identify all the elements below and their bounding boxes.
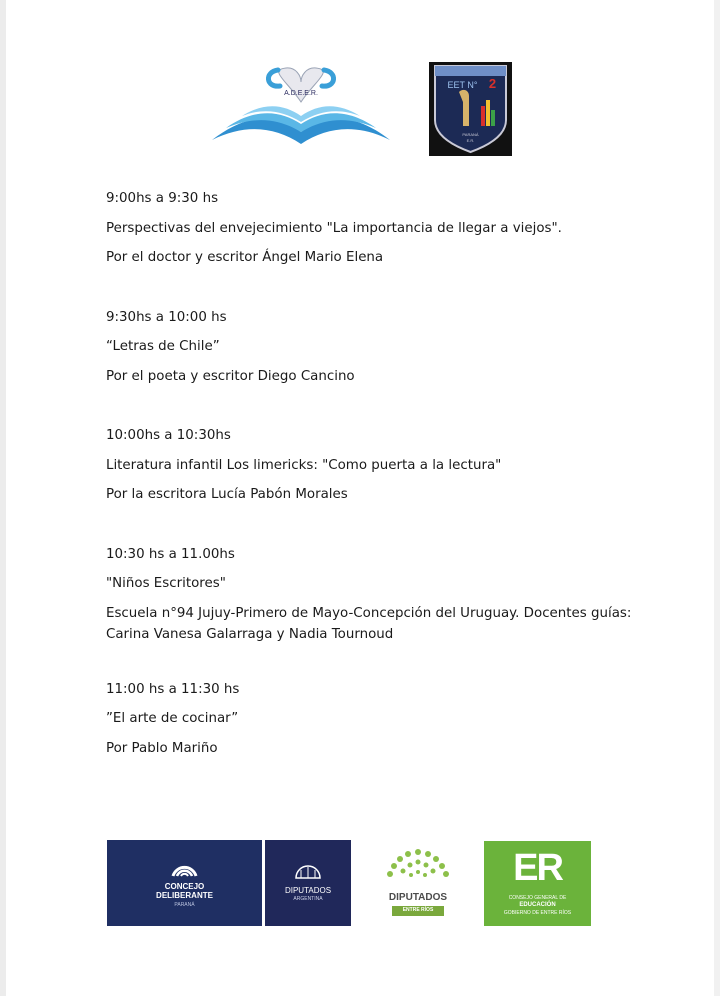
schedule-title: Literatura infantil Los limericks: "Como puerta a la lectura" (106, 457, 502, 473)
adeer-book-heart-icon (208, 62, 394, 150)
schedule-item (106, 540, 666, 645)
schedule-title: ”El arte de cocinar” (106, 711, 239, 726)
concejo-line3: PARANÁ (174, 902, 195, 908)
cge-line2: EDUCACIÓN (519, 902, 556, 908)
eet-logo-sub2: E.R. (466, 138, 475, 143)
diper-line1: DIPUTADOS (388, 892, 448, 903)
schedule-detail: Por el poeta y escritor Diego Cancino (106, 368, 355, 384)
diputados-argentina-logo (265, 840, 351, 926)
adeer-logo (208, 62, 394, 150)
diputados-arc-icon (265, 840, 351, 926)
schedule-detail: Por el doctor y escritor Ángel Mario Elena (106, 250, 384, 265)
adeer-logo-text: A.D.E.E.R. (284, 90, 318, 97)
concejo-line1: CONCEJO (164, 882, 205, 891)
cge-line3: GOBIERNO DE ENTRE RÍOS (503, 910, 572, 916)
schedule-time: 10:30 hs a 11.00hs (106, 546, 235, 562)
diputados-entre-rios-logo (380, 846, 456, 918)
page-right-edge (714, 0, 720, 996)
concejo-deliberante-logo (107, 840, 262, 926)
eet-logo (429, 62, 512, 156)
dipar-line2: ARGENTINA (293, 896, 323, 902)
schedule-time: 11:00 hs a 11:30 hs (106, 681, 240, 697)
schedule-title: “Letras de Chile” (106, 339, 220, 354)
schedule-item (106, 421, 666, 510)
schedule-time: 10:00hs a 10:30hs (106, 428, 231, 443)
schedule-list (106, 184, 666, 793)
cge-mark: ER (513, 847, 562, 889)
schedule-item (106, 675, 666, 764)
concejo-line2: DELIBERANTE (156, 891, 213, 900)
schedule-time: 9:00hs a 9:30 hs (106, 191, 219, 206)
eet-logo-number: 2 (488, 76, 497, 91)
schedule-detail: Escuela n°94 Jujuy-Primero de Mayo-Concepción del Uruguay. Docentes guías: Carina Vanesa Galarraga y Nadia Tournoud (106, 605, 632, 642)
schedule-detail: Por la escritora Lucía Pabón Morales (106, 487, 348, 502)
eet-logo-sub: PARANÁ (462, 132, 479, 137)
consejo-general-educacion-logo (484, 841, 591, 926)
diper-line2: ENTRE RÍOS (402, 907, 434, 913)
page-left-edge (0, 0, 6, 996)
schedule-item (106, 184, 666, 273)
schedule-title: Perspectivas del envejecimiento "La importancia de llegar a viejos". (106, 220, 562, 236)
eet-logo-text: EET N° (447, 80, 478, 90)
schedule-title: "Niños Escritores" (106, 576, 226, 591)
schedule-time: 9:30hs a 10:00 hs (106, 309, 227, 325)
cge-line1: CONSEJO GENERAL DE (508, 895, 567, 901)
schedule-detail: Por Pablo Mariño (106, 740, 218, 756)
dipar-line1: DIPUTADOS (284, 886, 332, 895)
schedule-item (106, 303, 666, 392)
